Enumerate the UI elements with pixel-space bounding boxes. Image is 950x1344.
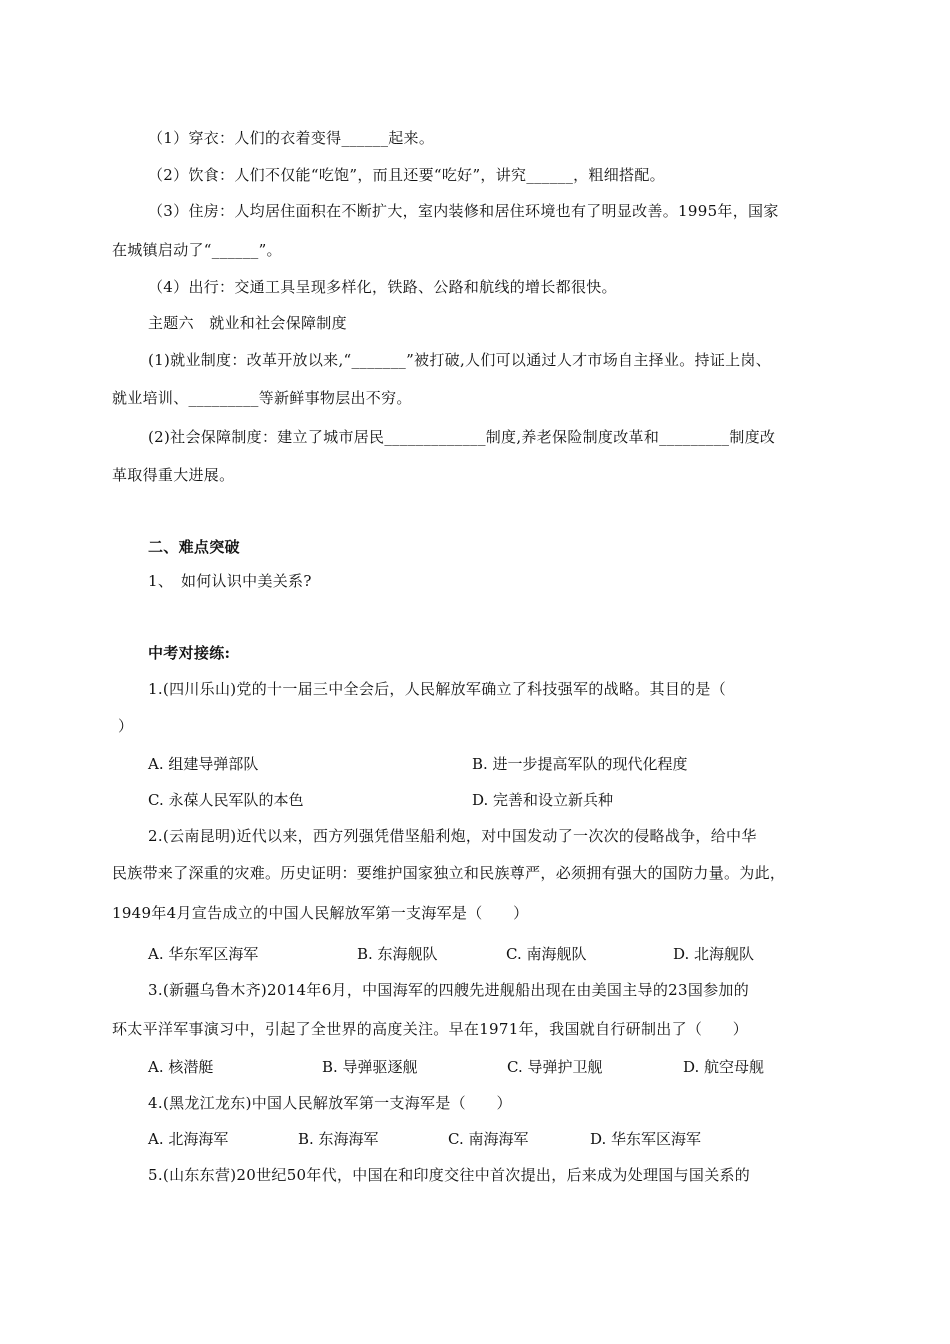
clothing-item: （1）穿衣：人们的衣着变得______起来。 (148, 129, 435, 147)
q1-option-a: A. 组建导弹部队 (148, 755, 259, 773)
difficult-question-1: 1、 如何认识中美关系? (148, 572, 312, 590)
q3-option-c: C. 导弹护卫舰 (507, 1058, 603, 1076)
q4-option-b: B. 东海海军 (298, 1130, 379, 1148)
q1-option-b: B. 进一步提高军队的现代化程度 (472, 755, 688, 773)
q5-stem-line1: 5.(山东东营)20世纪50年代，中国在和印度交往中首次提出，后来成为处理国与国关系的 (148, 1166, 751, 1184)
difficult-points-heading: 二、难点突破 (148, 538, 240, 556)
q3-stem-line1: 3.(新疆乌鲁木齐)2014年6月，中国海军的四艘先进舰船出现在由美国主导的23国参加的 (148, 981, 750, 999)
q4-option-a: A. 北海海军 (148, 1130, 229, 1148)
q1-stem-line1: 1.(四川乐山)党的十一届三中全会后，人民解放军确立了科技强军的战略。其目的是（ (148, 680, 727, 698)
q2-stem-line3: 1949年4月宣告成立的中国人民解放军第一支海军是（ ） (112, 904, 529, 922)
social-security-item-line2: 革取得重大进展。 (112, 466, 235, 484)
q2-stem-line1: 2.(云南昆明)近代以来，西方列强凭借坚船利炮，对中国发动了一次次的侵略战争，给中华 (148, 827, 757, 845)
travel-item: （4）出行：交通工具呈现多样化，铁路、公路和航线的增长都很快。 (148, 278, 617, 296)
employment-item-line2: 就业培训、_________等新鲜事物层出不穷。 (112, 389, 412, 407)
q4-stem: 4.(黑龙江龙东)中国人民解放军第一支海军是（ ） (148, 1094, 512, 1112)
housing-item-line2: 在城镇启动了“______”。 (112, 241, 282, 259)
q2-option-c: C. 南海舰队 (506, 945, 587, 963)
q2-option-d: D. 北海舰队 (673, 945, 755, 963)
topic-six-heading: 主题六 就业和社会保障制度 (148, 314, 347, 332)
q1-option-c: C. 永葆人民军队的本色 (148, 791, 304, 809)
q4-option-c: C. 南海海军 (448, 1130, 529, 1148)
exam-practice-heading: 中考对接练: (148, 644, 231, 662)
q3-option-d: D. 航空母舰 (683, 1058, 765, 1076)
q3-option-b: B. 导弹驱逐舰 (322, 1058, 418, 1076)
q1-option-d: D. 完善和设立新兵种 (472, 791, 614, 809)
q2-option-b: B. 东海舰队 (357, 945, 438, 963)
q2-option-a: A. 华东军区海军 (148, 945, 259, 963)
q4-option-d: D. 华东军区海军 (590, 1130, 702, 1148)
employment-item-line1: (1)就业制度：改革开放以来,“_______”被打破,人们可以通过人才市场自主择业。持证上岗、 (148, 351, 772, 369)
q3-option-a: A. 核潜艇 (148, 1058, 214, 1076)
social-security-item-line1: (2)社会保障制度：建立了城市居民_____________制度,养老保险制度改革和_________制度改 (148, 428, 776, 446)
diet-item: （2）饮食：人们不仅能“吃饱”，而且还要“吃好”，讲究______，粗细搭配。 (148, 166, 665, 184)
q1-stem-line2: ） (118, 717, 134, 735)
q2-stem-line2: 民族带来了深重的灾难。历史证明：要维护国家独立和民族尊严，必须拥有强大的国防力量。为此， (112, 864, 786, 882)
housing-item-line1: （3）住房：人均居住面积在不断扩大，室内装修和居住环境也有了明显改善。1995年，国家 (148, 202, 779, 220)
q3-stem-line2: 环太平洋军事演习中，引起了全世界的高度关注。早在1971年，我国就自行研制出了（ ） (112, 1020, 749, 1038)
